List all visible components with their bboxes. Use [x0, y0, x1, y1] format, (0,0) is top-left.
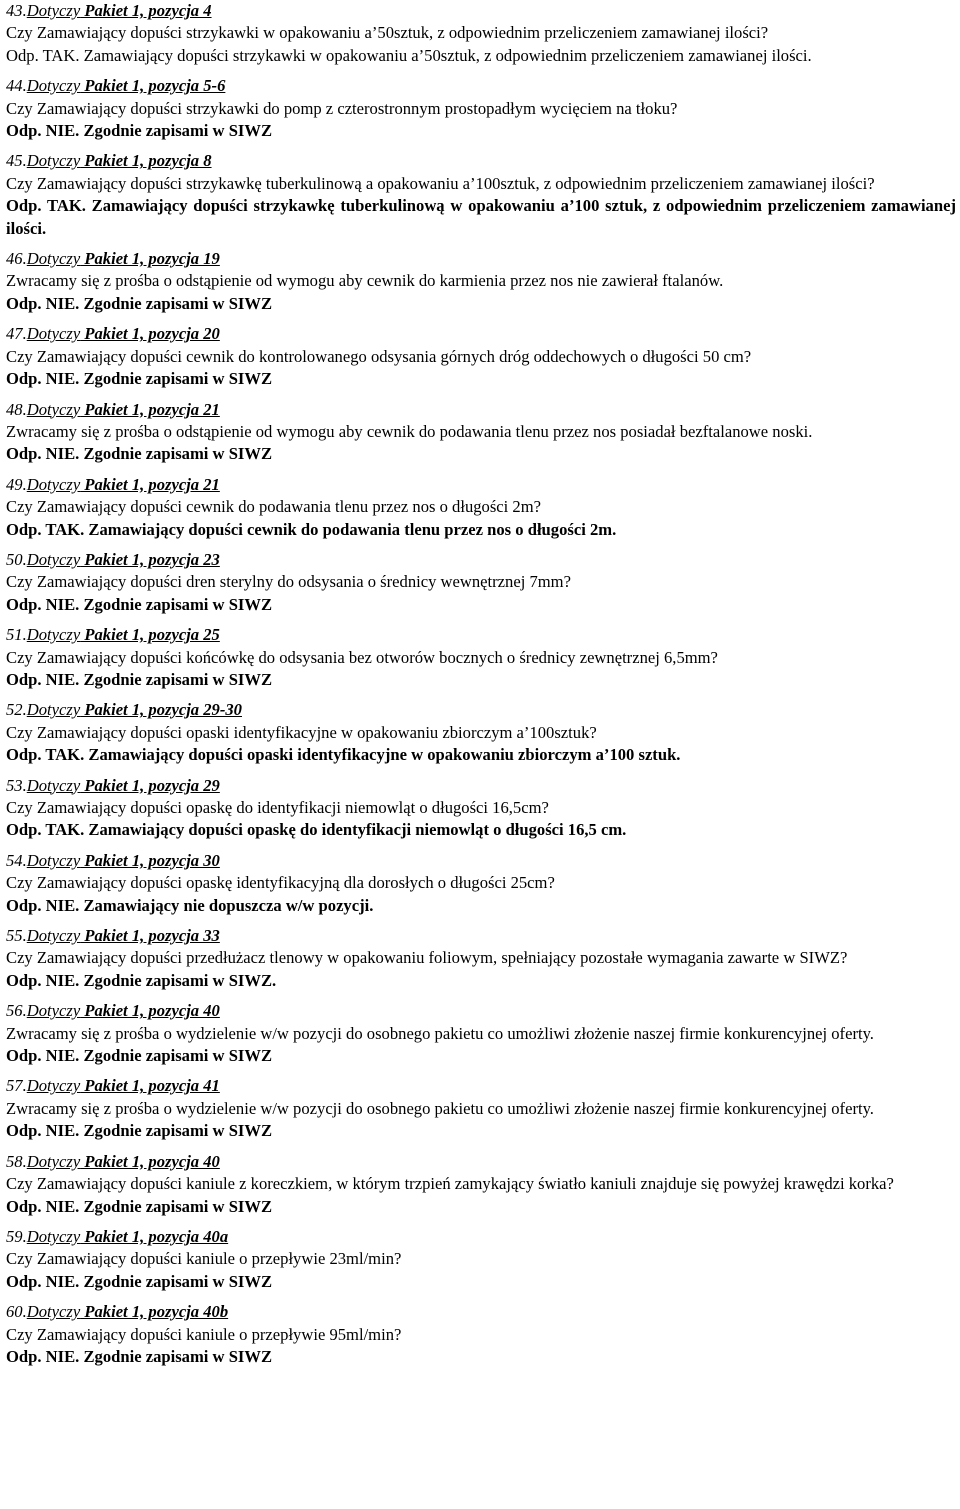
item-reference-prefix: Dotyczy: [26, 926, 81, 946]
item-question: Czy Zamawiający dopuści kaniule z koreczkiem, w którym trzpień zamykający światło kaniuli znajduje się powyżej krawędzi korka?: [6, 1174, 894, 1194]
answer-label: Odp. TAK.: [6, 196, 86, 216]
item-reference-prefix: Dotyczy: [26, 474, 81, 494]
item-reference-prefix: Dotyczy: [26, 700, 81, 720]
item-reference-prefix: Dotyczy: [26, 399, 81, 419]
answer-label: Odp. NIE.: [6, 594, 80, 614]
item-number: 59.: [6, 1226, 27, 1246]
answer-label: Odp. NIE.: [6, 1046, 80, 1066]
item-heading: [6, 1151, 956, 1173]
answer-label: Odp. NIE.: [6, 1121, 80, 1141]
item-reference-position: Pakiet 1, pozycja 29: [80, 775, 220, 795]
item-answer: [6, 519, 956, 541]
item-reference-prefix: Dotyczy: [26, 549, 81, 569]
item-answer: [6, 744, 956, 766]
qa-item: [6, 624, 956, 691]
item-reference-prefix: Dotyczy: [26, 775, 81, 795]
qa-item: [6, 1301, 956, 1368]
item-question: Czy Zamawiający dopuści opaskę do identyfikacji niemowląt o długości 16,5cm?: [6, 798, 549, 817]
answer-label: Odp. NIE.: [6, 121, 80, 141]
answer-text: Zgodnie zapisami w SIWZ: [79, 293, 273, 313]
qa-item: [6, 1151, 956, 1218]
item-reference: [27, 76, 226, 95]
item-answer: [6, 120, 956, 142]
qa-item: [6, 399, 956, 466]
item-answer: [6, 819, 956, 841]
item-number: 56.: [6, 1001, 27, 1021]
item-reference-position: Pakiet 1, pozycja 40: [80, 1001, 220, 1021]
answer-label: Odp. NIE.: [6, 669, 80, 689]
answer-text: Zamawiający dopuści opaski identyfikacyjne w opakowaniu zbiorczym a’100 sztuk.: [84, 745, 681, 765]
item-heading: [6, 925, 956, 947]
item-question: Zwracamy się z prośba o wydzielenie w/w pozycji do osobnego pakietu co umożliwi złożenie naszej firmie konkurencyjnej oferty.: [6, 1023, 874, 1043]
item-reference: [27, 475, 220, 494]
item-answer: [6, 970, 956, 992]
item-reference-prefix: Dotyczy: [26, 1, 81, 20]
answer-label: Odp. NIE.: [6, 293, 80, 313]
item-question: Zwracamy się z prośba o wydzielenie w/w pozycji do osobnego pakietu co umożliwi złożenie naszej firmie konkurencyjnej oferty.: [6, 1098, 874, 1118]
item-answer: [6, 669, 956, 691]
qa-item: [6, 699, 956, 766]
item-number: 51.: [6, 625, 27, 645]
answer-text: Zamawiający dopuści strzykawki w opakowaniu a’50sztuk, z odpowiednim przeliczeniem zamawianej ilości.: [79, 45, 812, 65]
answer-text: Zgodnie zapisami w SIWZ: [79, 444, 273, 464]
item-reference-position: Pakiet 1, pozycja 20: [80, 324, 220, 344]
item-reference-prefix: Dotyczy: [26, 76, 81, 96]
item-reference-position: Pakiet 1, pozycja 41: [80, 1076, 220, 1096]
item-reference-position: Pakiet 1, pozycja 33: [80, 926, 220, 946]
item-heading: [6, 474, 956, 496]
item-reference: [27, 550, 220, 569]
qa-item: [6, 1226, 956, 1293]
item-reference-position: Pakiet 1, pozycja 23: [80, 549, 220, 569]
answer-label: Odp. NIE.: [6, 895, 80, 915]
answer-label: Odp. NIE.: [6, 1346, 80, 1366]
answer-label: Odp. TAK.: [6, 519, 85, 539]
item-number: 46.: [6, 249, 27, 269]
item-heading: [6, 1075, 956, 1097]
item-heading: [6, 699, 956, 721]
item-reference: [27, 1302, 228, 1321]
answer-label: Odp. NIE.: [6, 1196, 80, 1216]
answer-text: Zgodnie zapisami w SIWZ: [79, 121, 273, 141]
item-number: 44.: [6, 76, 27, 96]
item-question: Czy Zamawiający dopuści cewnik do kontrolowanego odsysania górnych dróg oddechowych o długości 50 cm?: [6, 346, 752, 366]
item-answer: [6, 45, 956, 67]
item-heading: [6, 248, 956, 270]
qa-item: [6, 1000, 956, 1067]
item-reference: [27, 625, 220, 644]
item-answer: [6, 195, 956, 240]
item-answer: [6, 1196, 956, 1218]
qa-item: [6, 0, 956, 67]
item-reference-position: Pakiet 1, pozycja 5-6: [80, 76, 226, 96]
answer-text: Zgodnie zapisami w SIWZ: [79, 1046, 273, 1066]
qa-item: [6, 323, 956, 390]
answer-label: Odp. TAK.: [6, 745, 85, 765]
item-answer: [6, 895, 956, 917]
item-answer: [6, 1120, 956, 1142]
item-reference-prefix: Dotyczy: [26, 1076, 81, 1096]
item-reference: [27, 1152, 220, 1171]
item-heading: [6, 150, 956, 172]
item-reference: [27, 1001, 220, 1020]
item-heading: [6, 399, 956, 421]
item-question: Czy Zamawiający dopuści strzykawkę tuberkulinową a opakowaniu a’100sztuk, z odpowiednim przeliczeniem zamawianej ilości?: [6, 173, 875, 193]
item-reference: [27, 700, 242, 719]
item-reference: [27, 926, 220, 945]
answer-text: Zamawiający dopuści opaskę do identyfikacji niemowląt o długości 16,5 cm.: [84, 820, 627, 840]
item-answer: [6, 443, 956, 465]
item-reference-position: Pakiet 1, pozycja 25: [80, 625, 220, 645]
answer-label: Odp. NIE.: [6, 1271, 80, 1291]
item-reference: [27, 324, 220, 343]
qa-item: [6, 1075, 956, 1142]
answer-text: Zgodnie zapisami w SIWZ: [79, 1346, 273, 1366]
answer-text: Zgodnie zapisami w SIWZ: [79, 1271, 273, 1291]
qa-item: [6, 549, 956, 616]
item-number: 53.: [6, 775, 27, 795]
item-reference-prefix: Dotyczy: [26, 1001, 81, 1021]
item-reference-prefix: Dotyczy: [26, 1302, 81, 1322]
item-heading: [6, 775, 956, 797]
item-reference: [27, 1076, 220, 1095]
item-question: Czy Zamawiający dopuści przedłużacz tlenowy w opakowaniu foliowym, spełniający pozostałe wymagania zawarte w SIWZ?: [6, 948, 848, 968]
answer-label: Odp. NIE.: [6, 970, 80, 990]
item-reference-position: Pakiet 1, pozycja 21: [80, 474, 220, 494]
item-reference-position: Pakiet 1, pozycja 4: [80, 1, 212, 20]
item-heading: [6, 0, 956, 22]
qa-item: [6, 75, 956, 142]
item-question: Czy Zamawiający dopuści strzykawki do pomp z czterostronnym prostopadłym wycięciem na tłoku?: [6, 98, 678, 118]
item-number: 50.: [6, 549, 27, 569]
item-answer: [6, 1346, 956, 1368]
item-answer: [6, 368, 956, 390]
item-answer: [6, 293, 956, 315]
answer-label: Odp. TAK.: [6, 45, 80, 65]
qa-item: [6, 474, 956, 541]
qa-list: [6, 0, 956, 1368]
item-number: 58.: [6, 1151, 27, 1171]
answer-text: Zgodnie zapisami w SIWZ: [79, 669, 273, 689]
item-reference: [27, 151, 212, 170]
item-reference-prefix: Dotyczy: [26, 850, 81, 870]
item-reference-prefix: Dotyczy: [26, 1151, 81, 1171]
item-number: 57.: [6, 1076, 27, 1096]
item-reference-prefix: Dotyczy: [26, 625, 81, 645]
answer-text: Zgodnie zapisami w SIWZ: [79, 1196, 273, 1216]
item-answer: [6, 1271, 956, 1293]
answer-label: Odp. TAK.: [6, 820, 85, 840]
item-reference-prefix: Dotyczy: [26, 249, 81, 269]
item-heading: [6, 1226, 956, 1248]
item-reference-position: Pakiet 1, pozycja 40: [80, 1151, 220, 1171]
item-question: Zwracamy się z prośba o odstąpienie od wymogu aby cewnik do karmienia przez nos nie zawierał ftalanów.: [6, 271, 724, 291]
item-reference-position: Pakiet 1, pozycja 40a: [80, 1226, 229, 1246]
item-reference-position: Pakiet 1, pozycja 40b: [80, 1302, 229, 1322]
item-reference-prefix: Dotyczy: [26, 1226, 81, 1246]
item-reference-position: Pakiet 1, pozycja 19: [80, 249, 220, 269]
answer-label: Odp. NIE.: [6, 369, 80, 389]
item-question: Zwracamy się z prośba o odstąpienie od wymogu aby cewnik do podawania tlenu przez nos posiadał bezftalanowe noski.: [6, 421, 813, 441]
item-number: 47.: [6, 324, 27, 344]
item-question: Czy Zamawiający dopuści kaniule o przepływie 23ml/min?: [6, 1249, 402, 1269]
item-number: 49.: [6, 474, 27, 494]
item-number: 60.: [6, 1302, 27, 1322]
qa-item: [6, 925, 956, 992]
item-question: Czy Zamawiający dopuści kaniule o przepływie 95ml/min?: [6, 1324, 402, 1344]
item-heading: [6, 850, 956, 872]
item-question: Czy Zamawiający dopuści opaskę identyfikacyjną dla dorosłych o długości 25cm?: [6, 873, 555, 893]
item-number: 45.: [6, 151, 27, 171]
item-heading: [6, 1301, 956, 1323]
item-reference-position: Pakiet 1, pozycja 29-30: [80, 700, 242, 720]
item-reference: [27, 1227, 228, 1246]
item-heading: [6, 323, 956, 345]
answer-text: Zamawiający nie dopuszcza w/w pozycji.: [79, 895, 374, 915]
item-reference: [27, 1, 212, 20]
item-reference-prefix: Dotyczy: [26, 151, 81, 171]
answer-text: Zamawiający dopuści cewnik do podawania tlenu przez nos o długości 2m.: [84, 519, 617, 539]
item-question: Czy Zamawiający dopuści cewnik do podawania tlenu przez nos o długości 2m?: [6, 497, 541, 517]
item-number: 52.: [6, 700, 27, 720]
item-heading: [6, 549, 956, 571]
qa-item: [6, 850, 956, 917]
item-answer: [6, 594, 956, 616]
item-question: Czy Zamawiający dopuści opaski identyfikacyjne w opakowaniu zbiorczym a’100sztuk?: [6, 722, 597, 742]
answer-text: Zgodnie zapisami w SIWZ: [79, 594, 273, 614]
item-reference: [27, 249, 220, 268]
answer-text: Zgodnie zapisami w SIWZ: [79, 1121, 273, 1141]
answer-text: Zgodnie zapisami w SIWZ.: [79, 970, 277, 990]
qa-item: [6, 775, 956, 842]
item-answer: [6, 1045, 956, 1067]
qa-item: [6, 248, 956, 315]
item-reference: [27, 851, 220, 870]
item-heading: [6, 75, 956, 97]
item-number: 54.: [6, 850, 27, 870]
item-number: 43.: [6, 1, 27, 20]
item-reference: [27, 400, 220, 419]
item-question: Czy Zamawiający dopuści dren sterylny do odsysania o średnicy wewnętrznej 7mm?: [6, 572, 571, 592]
answer-text: Zgodnie zapisami w SIWZ: [79, 369, 273, 389]
item-reference-position: Pakiet 1, pozycja 8: [80, 151, 212, 171]
item-reference: [27, 776, 220, 795]
item-heading: [6, 624, 956, 646]
item-reference-position: Pakiet 1, pozycja 21: [80, 399, 220, 419]
item-number: 55.: [6, 926, 27, 946]
item-reference-prefix: Dotyczy: [26, 324, 81, 344]
item-question: Czy Zamawiający dopuści strzykawki w opakowaniu a’50sztuk, z odpowiednim przeliczeniem zamawianej ilości?: [6, 23, 769, 43]
answer-text: Zamawiający dopuści strzykawkę tuberkulinową w opakowaniu a’100 sztuk, z odpowiednim przeliczeniem zamawianej ilości.: [6, 196, 956, 238]
item-number: 48.: [6, 399, 27, 419]
item-heading: [6, 1000, 956, 1022]
qa-item: [6, 150, 956, 240]
item-question: Czy Zamawiający dopuści końcówkę do odsysania bez otworów bocznych o średnicy zewnętrznej 6,5mm?: [6, 647, 718, 667]
answer-label: Odp. NIE.: [6, 444, 80, 464]
item-reference-position: Pakiet 1, pozycja 30: [80, 850, 220, 870]
